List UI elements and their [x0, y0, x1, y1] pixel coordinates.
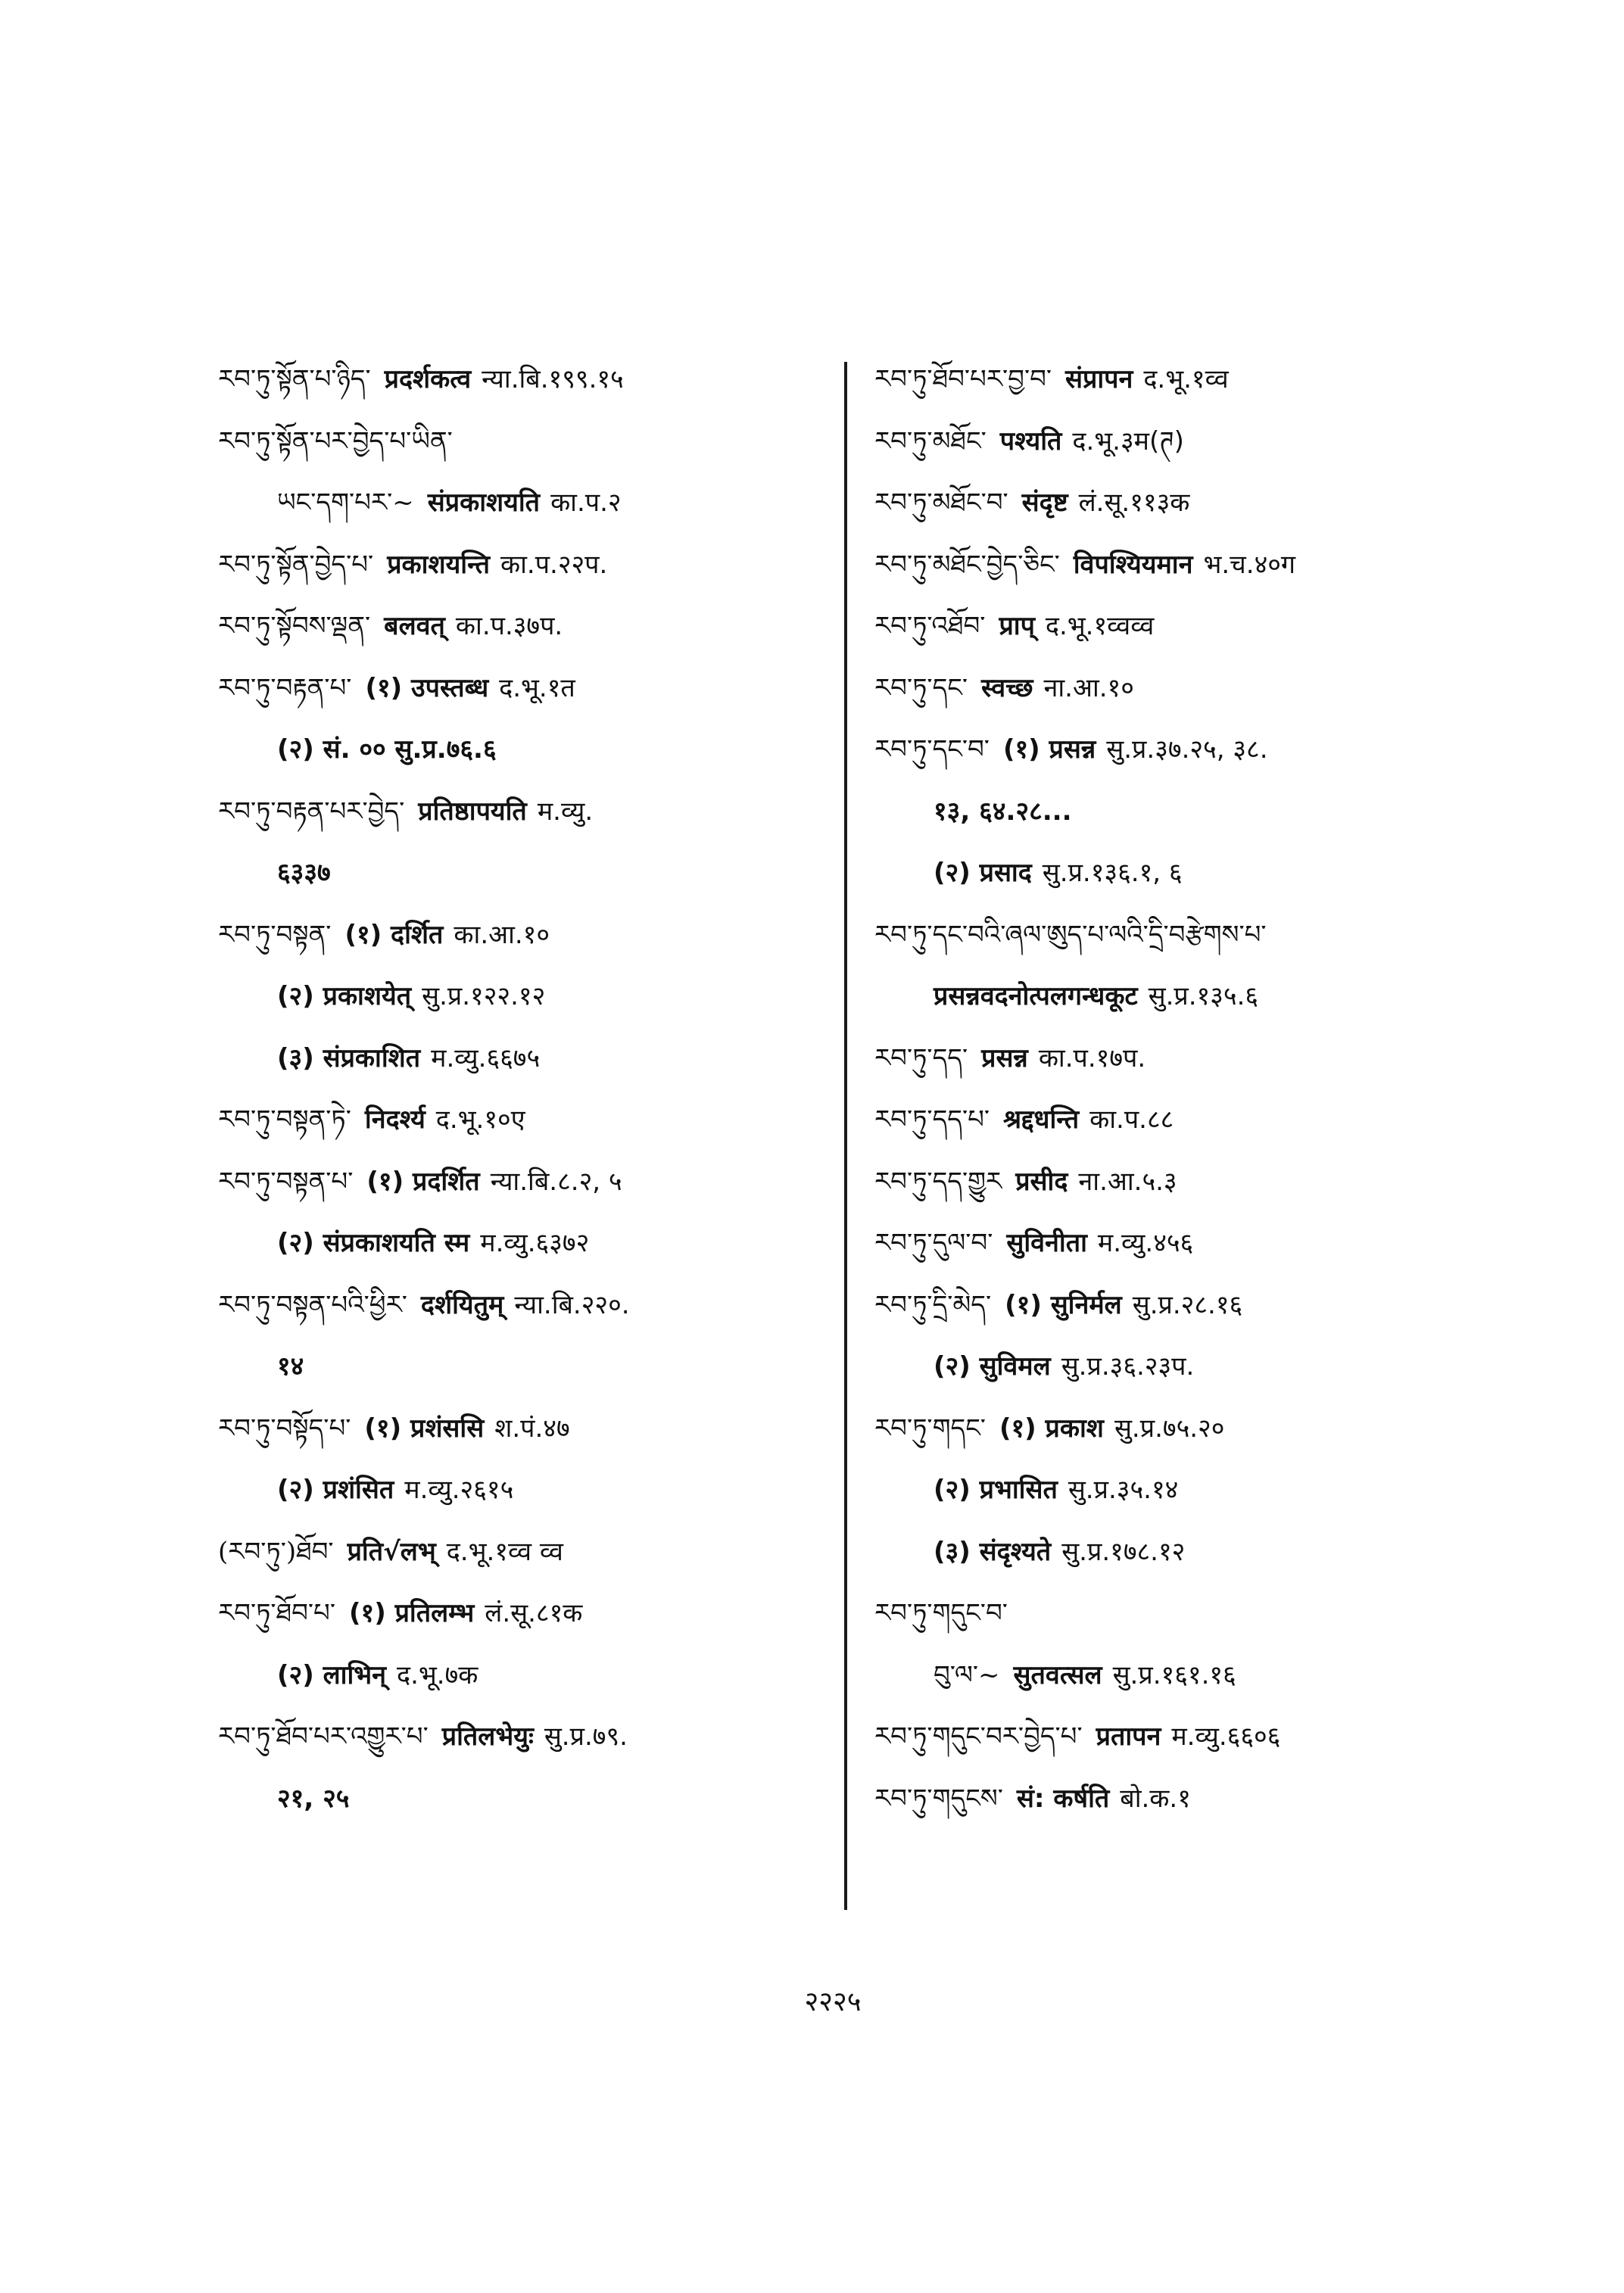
sanskrit-equivalent: प्रसन्नवदनोत्पलगन्धकूट [934, 981, 1138, 1011]
source-reference: म.व्यु.६६०६ [1171, 1721, 1281, 1752]
entry-line [874, 1470, 1178, 1509]
sanskrit-equivalent: (२) लाभिन् [277, 1659, 387, 1690]
entry-line [218, 915, 550, 955]
entry-line [218, 668, 575, 708]
entry-line [218, 1223, 589, 1263]
entry-line [218, 545, 607, 584]
tibetan-headword: རབ་ཏུ་དང་ [874, 672, 968, 703]
tibetan-headword: རབ་ཏུ་བསྟན་ [218, 919, 332, 950]
tibetan-headword: རབ་ཏུ་ཐོབ་པར་འགྱུར་པ་ [218, 1721, 429, 1752]
sanskrit-equivalent: सुविनीता [1006, 1228, 1087, 1258]
tibetan-headword: རབ་ཏུ་དང་བ་ [874, 734, 990, 765]
source-reference: का.आ.१० [454, 919, 550, 950]
entry-line [874, 1409, 1224, 1448]
entry-line [874, 1656, 1236, 1695]
source-reference: सु.प्र.७९. [544, 1721, 628, 1752]
entry-line [874, 1285, 1242, 1325]
entry-line [874, 1162, 1177, 1201]
sanskrit-equivalent: (३) संदृश्यते [934, 1536, 1052, 1567]
entry-line [218, 1656, 478, 1695]
sanskrit-equivalent: (१) प्रकाश [999, 1413, 1104, 1444]
entry-line [874, 1779, 1191, 1818]
tibetan-headword: བུ་ལ་~ [934, 1659, 1000, 1690]
source-reference: द.भू.१व्वव्व [1045, 611, 1155, 641]
source-reference: द.भू.३म(ཊ) [1072, 425, 1184, 456]
sanskrit-equivalent: प्रसीद [1015, 1166, 1068, 1197]
source-reference: लं.सू.११३क [1078, 488, 1190, 518]
sanskrit-equivalent: प्रति√लभ् [347, 1536, 436, 1567]
entry-line [874, 730, 1268, 769]
sanskrit-equivalent: (१) प्रतिलम्भ [348, 1598, 475, 1628]
tibetan-headword: རབ་ཏུ་དུལ་བ་ [874, 1228, 993, 1258]
tibetan-headword: རབ་ཏུ་ཐོབ་པར་བྱ་བ་ [874, 364, 1052, 394]
entry-line [218, 977, 545, 1016]
source-reference: द.भू.१०ए [435, 1104, 525, 1135]
tibetan-headword: རབ་ཏུ་གདུངས་ [874, 1783, 1003, 1814]
sanskrit-equivalent: संप्रापन [1065, 364, 1133, 394]
source-reference: का.प.१७प. [1038, 1042, 1146, 1073]
entry-line [874, 483, 1189, 522]
sanskrit-equivalent: (२) प्रभासित [934, 1475, 1058, 1505]
sanskrit-equivalent: (१) सुनिर्मल [1005, 1289, 1122, 1320]
sanskrit-equivalent: (१) प्रसन्न [1002, 734, 1096, 765]
tibetan-headword: རབ་ཏུ་མཐོང་བྱེད་ཅིང་ [874, 549, 1060, 580]
source-reference: सु.प्र.३५.१४ [1068, 1475, 1179, 1505]
entry-line [218, 1347, 304, 1386]
entry-line [218, 1409, 570, 1448]
source-reference: द.भू.१त [499, 672, 575, 703]
sanskrit-equivalent: प्रसन्न [981, 1042, 1028, 1073]
sanskrit-equivalent: प्राप् [999, 611, 1035, 641]
entry-line [218, 1717, 628, 1756]
source-reference: म.व्यु.२६१५ [404, 1475, 514, 1505]
sanskrit-equivalent: २१, २५ [277, 1783, 350, 1814]
entry-line [874, 915, 1280, 955]
tibetan-headword: རབ་ཏུ་བསྟན་པ་ [218, 1166, 354, 1197]
sanskrit-equivalent: (२) प्रशंसित [277, 1475, 394, 1505]
entry-line [874, 1100, 1174, 1139]
source-reference: म.व्यु.६६७५ [431, 1042, 541, 1073]
source-reference: द.भू.१व्व व्व [446, 1536, 563, 1567]
source-reference: न्या.बि.२२०. [514, 1289, 630, 1320]
source-reference: सु.प्र.१३५.६ [1148, 981, 1259, 1011]
entry-line [874, 1717, 1280, 1756]
entry-line [218, 1779, 349, 1818]
source-reference: सु.प्र.१३६.१, ६ [1042, 858, 1183, 888]
entry-line [874, 360, 1229, 399]
entry-line [218, 1532, 563, 1572]
source-reference: सु.प्र.३७.२५, ३८. [1106, 734, 1268, 765]
column-divider [844, 362, 847, 1910]
sanskrit-equivalent: निदर्श्य [364, 1104, 425, 1135]
sanskrit-equivalent: १४ [277, 1351, 304, 1382]
tibetan-headword: རབ་ཏུ་བསྟོད་པ་ [218, 1413, 351, 1444]
sanskrit-equivalent: (१) प्रशंससि [364, 1413, 485, 1444]
sanskrit-equivalent: प्रतिलभेयुः [441, 1721, 534, 1752]
source-reference: म.व्यु. [537, 796, 594, 827]
source-reference: ना.आ.१० [1043, 672, 1134, 703]
source-reference: सु.प्र.१७८.१२ [1061, 1536, 1186, 1567]
entry-line [218, 1470, 513, 1509]
entry-line [874, 668, 1134, 708]
tibetan-headword: རབ་ཏུ་སྟོན་བྱེད་པ་ [218, 549, 374, 580]
entry-line [874, 977, 1258, 1016]
entry-line [874, 1594, 1021, 1633]
sanskrit-equivalent: विपश्यियमान [1073, 549, 1193, 580]
sanskrit-equivalent: (१) प्रदर्शित [366, 1166, 480, 1197]
sanskrit-equivalent: प्रदर्शकत्व [384, 364, 472, 394]
tibetan-headword: རབ་ཏུ་མཐོང་བ་ [874, 488, 1008, 518]
tibetan-headword: རབ་ཏུ་བསྟན་པའི་ཕྱིར་ [218, 1289, 407, 1320]
sanskrit-equivalent: बलवत् [384, 611, 445, 641]
source-reference: लं.सू.८१क [485, 1598, 583, 1628]
source-reference: द.भू.७क [397, 1659, 478, 1690]
tibetan-headword: རབ་ཏུ་འཐོབ་ [874, 611, 986, 641]
tibetan-headword: རབ་ཏུ་གདང་ [874, 1413, 986, 1444]
entry-line [218, 853, 331, 893]
source-reference: सु.प्र.७५.२० [1114, 1413, 1225, 1444]
sanskrit-equivalent: (२) प्रकाशयेत् [277, 981, 412, 1011]
sanskrit-equivalent: दर्शयितुम् [420, 1289, 504, 1320]
sanskrit-equivalent: स्वच्छ [981, 672, 1033, 703]
source-reference: द.भू.१व्व [1143, 364, 1229, 394]
entry-line [218, 1162, 622, 1201]
entry-line [874, 606, 1154, 646]
entry-line [874, 792, 1072, 831]
entry-line [874, 1039, 1146, 1078]
tibetan-headword: རབ་ཏུ་སྟོན་པར་བྱེད་པ་ཡིན་ [218, 425, 453, 456]
tibetan-headword: རབ་ཏུ་བརྟན་པ་ [218, 672, 352, 703]
left-column [218, 360, 824, 1949]
source-reference: का.प.८८ [1089, 1104, 1174, 1135]
entry-line [218, 606, 563, 646]
tibetan-headword: རབ་ཏུ་སྟོབས་ལྡན་ [218, 611, 371, 641]
sanskrit-equivalent: प्रकाशयन्ति [387, 549, 490, 580]
source-reference: सु.प्र.२८.१६ [1132, 1289, 1243, 1320]
tibetan-headword: རབ་ཏུ་གདུང་བར་བྱེད་པ་ [874, 1721, 1083, 1752]
source-reference: म.व्यु.४५६ [1097, 1228, 1194, 1258]
entry-line [218, 1039, 540, 1078]
tibetan-headword: རབ་ཏུ་དད་གྱུར [874, 1166, 1002, 1197]
entry-line [218, 422, 466, 461]
sanskrit-equivalent: संप्रकाशयति [427, 488, 541, 518]
sanskrit-equivalent: संदृष्ट [1021, 488, 1068, 518]
entry-line [874, 545, 1295, 584]
entry-line [874, 1347, 1194, 1386]
entry-line [218, 483, 622, 522]
source-reference: ना.आ.५.३ [1078, 1166, 1177, 1197]
tibetan-headword: རབ་ཏུ་ཐོབ་པ་ [218, 1598, 335, 1628]
source-reference: का.प.२ [550, 488, 622, 518]
sanskrit-equivalent: श्रद्दधन्ति [1003, 1104, 1080, 1135]
sanskrit-equivalent: सं: कर्षति [1016, 1783, 1110, 1814]
sanskrit-equivalent: (१) दर्शित [344, 919, 444, 950]
source-reference: का.प.३७प. [455, 611, 563, 641]
entry-line [874, 422, 1184, 461]
source-reference: श.पं.४७ [494, 1413, 570, 1444]
entry-line [874, 1532, 1185, 1572]
source-reference: सु.प्र.१२२.१२ [422, 981, 546, 1011]
source-reference: भ.च.४०ग [1203, 549, 1296, 580]
sanskrit-equivalent: १३, ६४.२८... [934, 796, 1072, 827]
sanskrit-equivalent: ६३३७ [277, 858, 331, 888]
tibetan-headword: རབ་ཏུ་དང་བའི་ཞལ་ཨུད་པ་ལའི་དྲི་བརྩེགས་པ་ [874, 919, 1267, 950]
entry-line [218, 792, 593, 831]
tibetan-headword: རབ་ཏུ་བསྟན་ཏེ་ [218, 1104, 351, 1135]
sanskrit-equivalent: सुतवत्सल [1013, 1659, 1102, 1690]
source-reference: सु.प्र.१६१.१६ [1112, 1659, 1236, 1690]
entry-line [874, 853, 1183, 893]
sanskrit-equivalent: (२) संप्रकाशयति स्म [277, 1228, 470, 1258]
sanskrit-equivalent: (२) सं. ०० सु.प्र.७६.६ [277, 734, 497, 765]
entry-line [218, 1594, 582, 1633]
tibetan-headword: (རབ་ཏུ་)ཐོབ་ [218, 1536, 334, 1567]
source-reference: म.व्यु.६३७२ [480, 1228, 590, 1258]
page-number: २२२५ [804, 1986, 862, 2017]
tibetan-headword: རབ་ཏུ་བརྟན་པར་བྱེད་ [218, 796, 405, 827]
sanskrit-equivalent: प्रतिष्ठापयति [418, 796, 527, 827]
entry-line [218, 360, 624, 399]
source-reference: न्या.बि.१९९.१५ [482, 364, 624, 394]
sanskrit-equivalent: (३) संप्रकाशित [277, 1042, 421, 1073]
sanskrit-equivalent: (२) सुविमल [934, 1351, 1051, 1382]
tibetan-headword: རབ་ཏུ་སྟོན་པ་ཉིད་ [218, 364, 371, 394]
tibetan-headword: རབ་ཏུ་དད་ [874, 1042, 968, 1073]
right-column [874, 360, 1480, 1949]
sanskrit-equivalent: (१) उपस्तब्ध [365, 672, 489, 703]
sanskrit-equivalent: पश्यति [999, 425, 1062, 456]
source-reference: न्या.बि.८.२, ५ [490, 1166, 622, 1197]
entry-line [218, 1285, 630, 1325]
tibetan-headword: རབ་ཏུ་མཐོང་ [874, 425, 987, 456]
entry-line [218, 1100, 525, 1139]
entry-line [874, 1223, 1193, 1263]
source-reference: बो.क.१ [1120, 1783, 1191, 1814]
source-reference: सु.प्र.३६.२३प. [1061, 1351, 1195, 1382]
tibetan-headword: རབ་ཏུ་དྲི་མེད་ [874, 1289, 992, 1320]
tibetan-headword: རབ་ཏུ་གདུང་བ་ [874, 1598, 1008, 1628]
sanskrit-equivalent: प्रतापन [1096, 1721, 1161, 1752]
entry-line [218, 730, 497, 769]
tibetan-headword: ཡང་དག་པར་~ [277, 488, 414, 518]
source-reference: का.प.२२प. [500, 549, 608, 580]
sanskrit-equivalent: (२) प्रसाद [934, 858, 1032, 888]
tibetan-headword: རབ་ཏུ་དད་པ་ [874, 1104, 990, 1135]
